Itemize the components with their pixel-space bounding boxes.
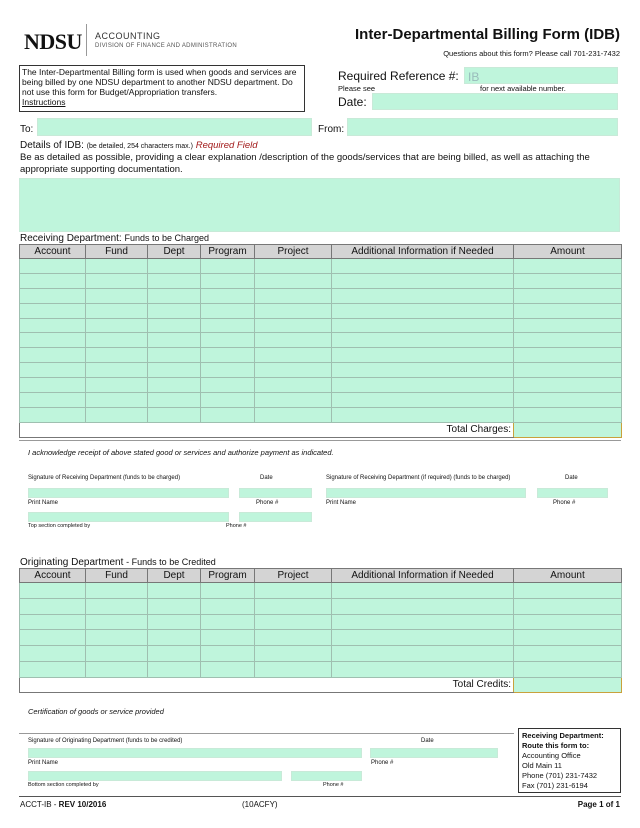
- orig-signature-input[interactable]: [28, 748, 362, 758]
- entry-cell[interactable]: [86, 363, 148, 378]
- entry-cell[interactable]: [332, 646, 514, 662]
- entry-cell[interactable]: [514, 646, 622, 662]
- form-id-text: ACCT-IB -: [20, 800, 59, 809]
- recv-print-name2-label: Print Name: [326, 500, 357, 506]
- details-label: Details of IDB:: [20, 140, 84, 151]
- entry-cell[interactable]: [514, 407, 622, 422]
- intro-box: [19, 65, 305, 112]
- acknowledge-text: I acknowledge receipt of above stated good or services and authorize payment as indicated.: [28, 448, 334, 457]
- entry-cell[interactable]: [201, 348, 255, 363]
- details-instructions: Be as detailed as possible, providing a clear explanation /description of the goods/services that are being billed, as well as attaching the appropriate supporting documentation.: [20, 152, 590, 175]
- please-see-text: Please see: [338, 84, 376, 93]
- total-charges-label: Total Charges:: [20, 422, 514, 437]
- recv-print-name-input[interactable]: [28, 512, 229, 522]
- entry-cell[interactable]: [255, 583, 332, 599]
- ndsu-logo: NDSU: [24, 29, 82, 54]
- entry-cell[interactable]: [332, 614, 514, 630]
- to-label: To:: [20, 124, 34, 135]
- entry-cell[interactable]: [148, 378, 201, 393]
- page-title: Inter-Departmental Billing Form (IDB): [354, 26, 620, 43]
- reference-value: IB: [468, 70, 480, 84]
- entry-cell[interactable]: [332, 348, 514, 363]
- date-label: Date:: [338, 95, 367, 109]
- entry-cell[interactable]: [255, 630, 332, 646]
- entry-cell[interactable]: [148, 407, 201, 422]
- entry-cell[interactable]: [332, 363, 514, 378]
- entry-cell[interactable]: [514, 661, 622, 677]
- entry-cell[interactable]: [148, 333, 201, 348]
- dept-name: ACCOUNTING: [95, 31, 161, 41]
- entry-cell[interactable]: [201, 598, 255, 614]
- col-amount: Amount: [514, 245, 622, 259]
- recv-sig-label: Signature of Receiving Department (funds to be charged): [28, 475, 181, 481]
- originating-total-row: [20, 677, 622, 692]
- recv-signature2-input[interactable]: [326, 488, 526, 498]
- entry-cell[interactable]: [514, 303, 622, 318]
- orig-sig-label: Signature of Originating Department (funds to be credited): [28, 738, 183, 744]
- entry-cell[interactable]: [332, 378, 514, 393]
- entry-cell[interactable]: [20, 661, 86, 677]
- entry-cell[interactable]: [20, 646, 86, 662]
- orig-completed-phone-label: Phone #: [323, 782, 344, 788]
- entry-cell[interactable]: [148, 303, 201, 318]
- entry-cell[interactable]: [86, 661, 148, 677]
- division-name: DIVISION OF FINANCE AND ADMINISTRATION: [95, 43, 237, 49]
- entry-cell[interactable]: [20, 273, 86, 288]
- logo-divider: [86, 24, 87, 56]
- table-row: [20, 614, 622, 630]
- table-row: [20, 393, 622, 408]
- entry-cell[interactable]: [148, 273, 201, 288]
- entry-cell[interactable]: [332, 303, 514, 318]
- entry-cell[interactable]: [20, 318, 86, 333]
- certification-text: Certification of goods or service provided: [28, 707, 164, 716]
- questions-text: Questions about this form? Please call 701-231-7432: [443, 49, 620, 58]
- entry-cell[interactable]: [20, 407, 86, 422]
- table-row: [20, 363, 622, 378]
- entry-cell[interactable]: [148, 614, 201, 630]
- intro-text: The Inter-Departmental Billing form is used when goods and services are being billed by one NDSU department to another NDSU department. Do not use this form for Budget/Appropriation transfers.: [22, 67, 297, 97]
- entry-cell[interactable]: [86, 407, 148, 422]
- entry-cell[interactable]: [20, 614, 86, 630]
- entry-cell[interactable]: [20, 393, 86, 408]
- entry-cell[interactable]: [255, 273, 332, 288]
- entry-cell[interactable]: [332, 259, 514, 274]
- entry-cell[interactable]: [332, 273, 514, 288]
- table-row: [20, 259, 622, 274]
- entry-cell[interactable]: [20, 348, 86, 363]
- from-input[interactable]: [347, 118, 618, 136]
- entry-cell[interactable]: [86, 583, 148, 599]
- entry-cell[interactable]: [201, 661, 255, 677]
- recv-completed-phone-label: Phone #: [226, 523, 247, 529]
- col-program: Program: [201, 569, 255, 583]
- entry-cell[interactable]: [201, 614, 255, 630]
- entry-cell[interactable]: [148, 661, 201, 677]
- col-dept: Dept: [148, 245, 201, 259]
- entry-cell[interactable]: [255, 661, 332, 677]
- entry-cell[interactable]: [514, 598, 622, 614]
- col-fund: Fund: [86, 245, 148, 259]
- total-credits-label: Total Credits:: [20, 677, 514, 692]
- entry-cell[interactable]: [86, 614, 148, 630]
- footer-code: (10ACFY): [242, 800, 278, 809]
- orig-phone-input[interactable]: [291, 771, 362, 781]
- entry-cell[interactable]: [514, 583, 622, 599]
- entry-cell[interactable]: [514, 393, 622, 408]
- entry-cell[interactable]: [86, 348, 148, 363]
- table-row: [20, 630, 622, 646]
- orig-print-name-label: Print Name: [28, 760, 59, 766]
- col-account: Account: [20, 245, 86, 259]
- originating-header-row: [20, 569, 622, 583]
- route-line-1: Receiving Department:: [522, 731, 604, 740]
- recv-completed-by-label: Top section completed by: [28, 523, 91, 529]
- entry-cell[interactable]: [20, 288, 86, 303]
- table-row: [20, 598, 622, 614]
- orig-date-label: Date: [421, 738, 434, 744]
- entry-cell[interactable]: [20, 630, 86, 646]
- entry-cell[interactable]: [255, 259, 332, 274]
- reference-input[interactable]: [464, 67, 618, 84]
- reference-label: Required Reference #:: [338, 69, 459, 83]
- orig-phone-label: Phone #: [371, 760, 394, 766]
- entry-cell[interactable]: [514, 378, 622, 393]
- entry-cell[interactable]: [332, 318, 514, 333]
- entry-cell[interactable]: [20, 333, 86, 348]
- table-row: [20, 303, 622, 318]
- entry-cell[interactable]: [514, 333, 622, 348]
- entry-cell[interactable]: [514, 259, 622, 274]
- entry-cell[interactable]: [20, 583, 86, 599]
- entry-cell[interactable]: [148, 598, 201, 614]
- footer-page: Page 1 of 1: [577, 800, 620, 809]
- entry-cell[interactable]: [514, 273, 622, 288]
- col-fund: Fund: [86, 569, 148, 583]
- entry-cell[interactable]: [255, 348, 332, 363]
- entry-cell[interactable]: [20, 598, 86, 614]
- entry-cell[interactable]: [514, 318, 622, 333]
- entry-cell[interactable]: [514, 630, 622, 646]
- receiving-rows: [20, 259, 622, 423]
- form-rev-text: REV 10/2016: [58, 800, 107, 809]
- entry-cell[interactable]: [255, 333, 332, 348]
- entry-cell[interactable]: [148, 630, 201, 646]
- table-row: [20, 378, 622, 393]
- col-project: Project: [255, 245, 332, 259]
- entry-cell[interactable]: [86, 273, 148, 288]
- originating-sign-line: [19, 733, 514, 734]
- entry-cell[interactable]: [201, 583, 255, 599]
- col-account: Account: [20, 569, 86, 583]
- entry-cell[interactable]: [332, 393, 514, 408]
- col-dept: Dept: [148, 569, 201, 583]
- entry-cell[interactable]: [86, 303, 148, 318]
- col-additional-info: Additional Information if Needed: [332, 569, 514, 583]
- entry-cell[interactable]: [255, 393, 332, 408]
- orig-completed-by-label: Bottom section completed by: [28, 782, 99, 788]
- entry-cell[interactable]: [255, 646, 332, 662]
- table-row: [20, 583, 622, 599]
- entry-cell[interactable]: [332, 407, 514, 422]
- entry-cell[interactable]: [255, 303, 332, 318]
- route-line-4: Old Main 11: [522, 761, 562, 770]
- originating-heading: [20, 557, 216, 568]
- entry-cell[interactable]: [201, 646, 255, 662]
- entry-cell[interactable]: [86, 378, 148, 393]
- recv-phone2-label: Phone #: [553, 500, 576, 506]
- entry-cell[interactable]: [201, 630, 255, 646]
- from-label: From:: [318, 124, 345, 135]
- originating-title: Originating Department: [20, 557, 124, 568]
- entry-cell[interactable]: [332, 598, 514, 614]
- entry-cell[interactable]: [20, 259, 86, 274]
- table-row: [20, 348, 622, 363]
- date-input[interactable]: [372, 93, 618, 110]
- required-field-note: Required Field: [195, 140, 258, 151]
- route-box: [518, 728, 621, 793]
- entry-cell[interactable]: [148, 259, 201, 274]
- entry-cell[interactable]: [255, 614, 332, 630]
- originating-table: [19, 568, 622, 693]
- recv-sig2-label: Signature of Receiving Department (if required) (funds to be charged): [326, 475, 511, 481]
- entry-cell[interactable]: [201, 333, 255, 348]
- entry-cell[interactable]: [332, 333, 514, 348]
- route-line-6: Fax (701) 231-6194: [522, 781, 588, 790]
- col-program: Program: [201, 245, 255, 259]
- next-available-text: for next available number.: [480, 84, 566, 93]
- entry-cell[interactable]: [86, 630, 148, 646]
- entry-cell[interactable]: [332, 288, 514, 303]
- entry-cell[interactable]: [148, 363, 201, 378]
- entry-cell[interactable]: [201, 318, 255, 333]
- details-textarea[interactable]: [19, 178, 620, 232]
- entry-cell[interactable]: [201, 288, 255, 303]
- entry-cell[interactable]: [514, 348, 622, 363]
- details-note: (be detailed, 254 characters max.): [86, 143, 193, 150]
- entry-cell[interactable]: [514, 614, 622, 630]
- entry-cell[interactable]: [255, 378, 332, 393]
- table-row: [20, 318, 622, 333]
- entry-cell[interactable]: [332, 661, 514, 677]
- entry-cell[interactable]: [86, 288, 148, 303]
- receiving-table: [19, 244, 622, 438]
- receiving-header-row: [20, 245, 622, 259]
- entry-cell[interactable]: [514, 363, 622, 378]
- recv-signature-input[interactable]: [28, 488, 229, 498]
- recv-date-input[interactable]: [239, 488, 312, 498]
- entry-cell[interactable]: [201, 407, 255, 422]
- receiving-title: Receiving Department:: [20, 233, 122, 244]
- recv-print-name-label: Print Name: [28, 500, 59, 506]
- details-heading: [20, 140, 258, 151]
- table-row: [20, 407, 622, 422]
- recv-phone-label: Phone #: [256, 500, 279, 506]
- receiving-total-row: [20, 422, 622, 437]
- table-row: [20, 333, 622, 348]
- entry-cell[interactable]: [255, 288, 332, 303]
- col-amount: Amount: [514, 569, 622, 583]
- entry-cell[interactable]: [201, 303, 255, 318]
- entry-cell[interactable]: [255, 363, 332, 378]
- entry-cell[interactable]: [20, 378, 86, 393]
- entry-cell[interactable]: [201, 363, 255, 378]
- orig-date-input[interactable]: [370, 748, 498, 758]
- recv-date-label: Date: [260, 475, 273, 481]
- entry-cell[interactable]: [86, 259, 148, 274]
- col-additional-info: Additional Information if Needed: [332, 245, 514, 259]
- total-credits-input[interactable]: [514, 677, 622, 692]
- entry-cell[interactable]: [86, 393, 148, 408]
- table-row: [20, 288, 622, 303]
- entry-cell[interactable]: [201, 393, 255, 408]
- orig-print-name-input[interactable]: [28, 771, 282, 781]
- entry-cell[interactable]: [148, 646, 201, 662]
- entry-cell[interactable]: [86, 333, 148, 348]
- entry-cell[interactable]: [148, 393, 201, 408]
- recv-date2-input[interactable]: [537, 488, 608, 498]
- entry-cell[interactable]: [86, 318, 148, 333]
- table-row: [20, 646, 622, 662]
- entry-cell[interactable]: [201, 273, 255, 288]
- total-charges-input[interactable]: [514, 422, 622, 437]
- entry-cell[interactable]: [332, 630, 514, 646]
- entry-cell[interactable]: [255, 598, 332, 614]
- col-project: Project: [255, 569, 332, 583]
- receiving-subtitle: Funds to be Charged: [124, 233, 210, 243]
- recv-date2-label: Date: [565, 475, 578, 481]
- route-line-5: Phone (701) 231-7432: [522, 771, 598, 780]
- footer-form-id: [20, 800, 106, 809]
- table-row: [20, 273, 622, 288]
- receiving-heading: [20, 233, 209, 244]
- entry-cell[interactable]: [86, 598, 148, 614]
- entry-cell[interactable]: [20, 363, 86, 378]
- entry-cell[interactable]: [514, 288, 622, 303]
- recv-phone-input[interactable]: [239, 512, 312, 522]
- entry-cell[interactable]: [332, 583, 514, 599]
- entry-cell[interactable]: [201, 259, 255, 274]
- entry-cell[interactable]: [86, 646, 148, 662]
- table-row: [20, 661, 622, 677]
- instructions-link[interactable]: Instructions: [22, 97, 66, 107]
- entry-cell[interactable]: [201, 378, 255, 393]
- originating-subtitle: - Funds to be Credited: [126, 557, 216, 567]
- entry-cell[interactable]: [20, 303, 86, 318]
- originating-rows: [20, 583, 622, 678]
- entry-cell[interactable]: [148, 348, 201, 363]
- entry-cell[interactable]: [148, 288, 201, 303]
- route-line-2: Route this form to:: [522, 741, 590, 750]
- entry-cell[interactable]: [255, 318, 332, 333]
- entry-cell[interactable]: [148, 318, 201, 333]
- entry-cell[interactable]: [148, 583, 201, 599]
- footer-divider: [19, 796, 621, 797]
- entry-cell[interactable]: [255, 407, 332, 422]
- route-line-3: Accounting Office: [522, 751, 581, 760]
- to-input[interactable]: [37, 118, 312, 136]
